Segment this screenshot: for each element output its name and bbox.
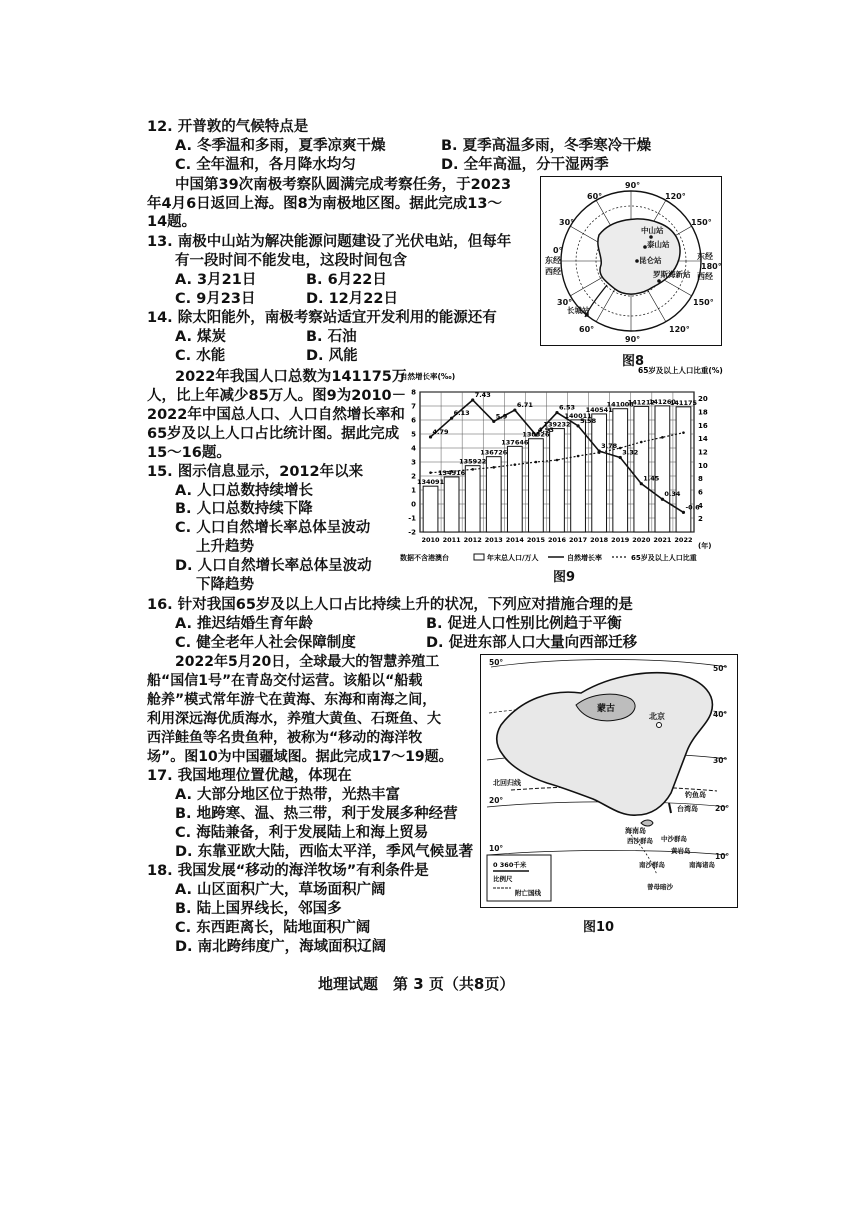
fig9-population-bar — [655, 406, 670, 532]
place-great-wall: 长城站 — [567, 306, 590, 315]
place-xisha: 西沙群岛 — [627, 837, 653, 845]
fig9-left-tick: 3 — [411, 458, 416, 467]
lon-label: 120° — [665, 192, 686, 201]
fig10-scale: 0 360千米 — [493, 861, 527, 869]
fig9-elderly-point — [640, 441, 643, 444]
fig9-elderly-point — [661, 436, 664, 439]
fig10-legend-label: 附亡国线 — [515, 889, 541, 897]
place-zengmu: 曾母暗沙 — [647, 883, 673, 891]
q12-stem: 12. 开普敦的气候特点是 — [147, 119, 309, 135]
fig9-elderly-point — [619, 447, 622, 450]
fig9-legend-growth: 自然增长率 — [567, 554, 602, 562]
q17-option-d: D. 东靠亚欧大陆，西临太平洋，季风气候显著 — [175, 844, 474, 860]
place-taishan: 泰山站 — [647, 240, 670, 249]
lon-label: 90° — [625, 335, 641, 344]
q15-option-d-cont: 下降趋势 — [196, 577, 254, 593]
q17-option-c: C. 海陆兼备，利于发展陆上和海上贸易 — [175, 825, 429, 841]
fig9-growth-label: 6.53 — [559, 403, 576, 412]
intro17-line3: 舱养”模式常年游弋在黄海、东海和南海之间， — [147, 692, 437, 708]
fig9-population-label: 135922 — [459, 457, 487, 466]
lat-label: 10° — [715, 852, 730, 861]
place-south-sea-islands: 南海诸岛 — [689, 861, 715, 869]
fig9-population-label: 140541 — [585, 405, 613, 414]
page-footer: 地理试题 第 3 页（共8页） — [318, 975, 515, 993]
lat-label: 50° — [713, 664, 728, 673]
q12-option-b: B. 夏季高温多雨，冬季寒冷干燥 — [441, 138, 652, 154]
lon-label: 0° — [553, 246, 563, 255]
fig9-left-axis-title: 自然增长率(‰) — [400, 372, 456, 381]
fig9-x-tick: 2012 — [463, 536, 482, 544]
fig9-elderly-point — [598, 451, 601, 454]
q13-stem-line1: 13. 南极中山站为解决能源问题建设了光伏电站，但每年 — [147, 234, 512, 250]
fig9-x-tick: 2016 — [547, 536, 567, 544]
place-ross-sea: 罗斯海新站 — [653, 270, 691, 279]
q16-option-d: D. 促进东部人口大量向西部迁移 — [426, 635, 638, 651]
fig9-x-unit: (年) — [698, 542, 712, 550]
fig9-x-tick: 2013 — [484, 536, 503, 544]
fig9-population-label: 137646 — [501, 438, 529, 447]
place-nansha: 南沙群岛 — [639, 861, 665, 869]
fig9-elderly-point — [492, 466, 495, 469]
fig9-elderly-point — [514, 463, 517, 466]
fig9-growth-label: 5.58 — [580, 416, 597, 425]
fig9-left-tick: 7 — [411, 402, 416, 411]
fig9-elderly-point — [471, 468, 474, 471]
fig9-population-label: 134091 — [416, 478, 445, 487]
place-taiwan: 台湾岛 — [677, 805, 698, 813]
fig9-right-axis-title: 65岁及以上人口比重(%) — [638, 366, 723, 375]
fig9-legend-note: 数据不含港澳台 — [400, 554, 449, 562]
fig9-population-chart — [398, 366, 724, 576]
q14-option-b: B. 石油 — [306, 329, 357, 345]
fig9-left-tick: -2 — [408, 528, 416, 537]
fig9-caption: 图9 — [553, 570, 576, 585]
fig9-left-tick: 5 — [411, 430, 416, 439]
lon-label: 90° — [625, 181, 641, 190]
fig9-left-tick: 0 — [411, 500, 416, 509]
fig9-x-tick: 2015 — [526, 536, 545, 544]
fig9-growth-label: 6.71 — [516, 401, 533, 410]
fig9-population-bar — [444, 477, 459, 532]
q16-stem: 16. 针对我国65岁及以上人口占比持续上升的状况，下列应对措施合理的是 — [147, 597, 633, 613]
q15-option-a: A. 人口总数持续增长 — [175, 483, 314, 499]
fig9-population-bar — [550, 429, 565, 532]
fig9-population-label: 138326 — [522, 430, 550, 439]
place-zhongshan: 中山站 — [641, 226, 664, 235]
q18-option-a: A. 山区面积广大，草场面积广阔 — [175, 882, 386, 898]
q16-option-b: B. 促进人口性别比例趋于平衡 — [426, 616, 622, 632]
fig9-x-tick: 2018 — [590, 536, 609, 544]
intro15-line1: 2022年我国人口总数为141175万 — [175, 369, 407, 385]
q16-option-c: C. 健全老年人社会保障制度 — [175, 635, 356, 651]
q12-option-a: A. 冬季温和多雨，夏季凉爽干燥 — [175, 138, 386, 154]
fig9-x-tick: 2017 — [569, 536, 588, 544]
fig9-population-bar — [507, 446, 522, 532]
fig8-caption: 图8 — [622, 354, 645, 369]
fig9-elderly-point — [577, 455, 580, 458]
fig9-x-tick: 2014 — [505, 536, 524, 544]
fig9-growth-label: 0.34 — [664, 490, 681, 499]
fig9-left-tick: 6 — [411, 416, 416, 425]
intro13-line3: 14题。 — [147, 214, 197, 230]
fig9-growth-label: 6.13 — [453, 409, 470, 418]
place-diaoyu: 钓鱼岛 — [685, 791, 706, 799]
fig9-x-tick: 2020 — [632, 536, 651, 544]
lat-label: 50° — [489, 658, 504, 667]
q12-option-c: C. 全年温和，各月降水均匀 — [175, 157, 356, 173]
fig9-x-tick: 2022 — [674, 536, 693, 544]
fig9-growth-label: -0.6 — [685, 503, 700, 512]
fig9-right-tick: 4 — [698, 501, 703, 510]
intro15-line3: 2022年中国总人口、人口自然增长率和 — [147, 407, 405, 423]
fig9-population-bar — [465, 466, 480, 532]
fig10-legend-box — [487, 855, 551, 901]
q15-option-c: C. 人口自然增长率总体呈波动 — [175, 520, 371, 536]
place-zhongsha: 中沙群岛 — [661, 835, 687, 843]
fig9-population-label: 134916 — [438, 468, 466, 477]
lat-label: 20° — [715, 804, 730, 813]
fig9-population-label: 141008 — [606, 400, 634, 409]
fig9-left-tick: 2 — [411, 472, 416, 481]
fig9-x-tick: 2010 — [421, 536, 440, 544]
intro13-line1: 中国第39次南极考察队圆满完成考察任务，于2023 — [175, 177, 512, 193]
fig9-x-tick: 2011 — [442, 536, 461, 544]
fig9-right-tick: 2 — [698, 515, 703, 524]
tropic-of-cancer: 北回归线 — [493, 779, 521, 787]
fig9-right-tick: 20 — [698, 395, 708, 404]
intro17-line1: 2022年5月20日，全球最大的智慧养殖工 — [175, 654, 440, 670]
fig9-population-bar — [529, 439, 544, 532]
fig9-growth-label: 7.43 — [474, 390, 491, 399]
fig9-population-label: 141212 — [627, 398, 655, 407]
place-huangyan: 黄岩岛 — [671, 847, 691, 855]
q13-option-d: D. 12月22日 — [306, 291, 398, 307]
q17-option-b: B. 地跨寒、温、热三带，利于发展多种经营 — [175, 806, 458, 822]
lat-label: 30° — [713, 756, 728, 765]
q17-stem: 17. 我国地理位置优越，体现在 — [147, 768, 352, 784]
side-label-west-left: 西经 — [545, 267, 561, 276]
lon-label: 120° — [669, 325, 690, 334]
fig9-growth-label: 4.79 — [432, 427, 449, 436]
q14-option-c: C. 水能 — [175, 348, 226, 364]
fig9-elderly-point — [535, 461, 538, 464]
fig9-population-bar — [423, 486, 438, 532]
q17-option-a: A. 大部分地区位于热带，光热丰富 — [175, 787, 401, 803]
lon-label: 180° — [701, 262, 721, 271]
q13-option-c: C. 9月23日 — [175, 291, 256, 307]
fig9-growth-label: 3.32 — [622, 448, 639, 457]
q18-stem: 18. 我国发展“移动的海洋牧场”有利条件是 — [147, 863, 429, 879]
intro17-line2: 船“国信1号”在青岛交付运营。该船以“船载 — [147, 673, 423, 689]
fig9-growth-label: 4.93 — [537, 425, 554, 434]
q14-stem: 14. 除太阳能外，南极考察站适宜开发利用的能源还有 — [147, 310, 497, 326]
fig9-right-tick: 12 — [698, 448, 708, 457]
q13-stem-line2: 有一段时间不能发电，这段时间包含 — [175, 253, 407, 269]
fig9-right-tick: 8 — [698, 475, 703, 484]
q15-option-b: B. 人口总数持续下降 — [175, 501, 313, 517]
fig9-x-tick: 2019 — [611, 536, 630, 544]
q18-option-c: C. 东西距离长，陆地面积广阔 — [175, 920, 371, 936]
fig9-right-tick: 18 — [698, 408, 708, 417]
fig9-elderly-point — [682, 431, 685, 434]
q13-option-b: B. 6月22日 — [306, 272, 387, 288]
fig9-population-label: 141260 — [648, 397, 676, 406]
fig8-antarctic-map — [540, 176, 722, 346]
fig10-scale-label: 比例尺 — [493, 875, 513, 883]
q14-option-d: D. 风能 — [306, 348, 358, 364]
q15-option-d: D. 人口自然增长率总体呈波动 — [175, 558, 372, 574]
fig9-legend-bar-swatch — [474, 554, 484, 560]
lat-label: 10° — [489, 844, 504, 853]
intro15-line4: 65岁及以上人口占比统计图。据此完成 — [147, 426, 400, 442]
fig9-population-bar — [634, 406, 649, 532]
fig9-growth-label: 5.9 — [495, 412, 508, 421]
fig9-elderly-point — [556, 459, 559, 462]
lat-label: 40° — [713, 710, 728, 719]
fig9-left-tick: -1 — [408, 514, 416, 523]
fig9-x-tick: 2021 — [653, 536, 672, 544]
place-beijing: 北京 — [649, 712, 665, 721]
intro17-line6: 场”。图10为中国疆域图。据此完成17～19题。 — [147, 749, 453, 765]
lon-label: 60° — [587, 192, 603, 201]
fig9-population-label: 140011 — [564, 411, 592, 420]
place-mongolia: 蒙古 — [597, 704, 616, 714]
fig9-right-tick: 10 — [698, 461, 708, 470]
fig10-caption: 图10 — [583, 920, 615, 935]
fig9-legend-population: 年末总人口/万人 — [487, 554, 539, 562]
q14-option-a: A. 煤炭 — [175, 329, 227, 345]
fig9-right-tick: 16 — [698, 421, 708, 430]
fig10-china-map — [480, 654, 738, 908]
q15-option-c-cont: 上升趋势 — [196, 539, 254, 555]
lon-label: 150° — [691, 218, 712, 227]
side-label-west-right: 西经 — [697, 272, 713, 281]
intro15-line5: 15～16题。 — [147, 445, 231, 461]
q12-option-d: D. 全年高温，分干湿两季 — [441, 157, 609, 173]
fig9-population-bar — [613, 409, 628, 532]
fig9-left-tick: 4 — [411, 444, 416, 453]
lat-label: 20° — [489, 796, 504, 805]
fig9-population-bar — [571, 420, 586, 532]
fig9-left-tick: 1 — [411, 486, 416, 495]
lon-label: 150° — [693, 298, 714, 307]
fig9-population-label: 136726 — [480, 448, 508, 457]
q15-stem: 15. 图示信息显示，2012年以来 — [147, 464, 364, 480]
fig9-elderly-point — [429, 471, 432, 474]
lon-label: 30° — [557, 298, 573, 307]
fig9-legend-elderly: 65岁及以上人口比重 — [631, 554, 697, 562]
intro13-line2: 年4月6日返回上海。图8为南极地区图。据此完成13～ — [147, 196, 502, 212]
fig9-right-tick: 6 — [698, 488, 703, 497]
intro17-line5: 西洋鲑鱼等名贵鱼种，被称为“移动的海洋牧 — [147, 730, 423, 746]
q18-option-d: D. 南北跨纬度广，海域面积辽阔 — [175, 939, 387, 955]
place-kunlun: 昆仑站 — [639, 256, 662, 265]
fig9-left-tick: 8 — [411, 388, 416, 397]
side-label-east-right: 东经 — [697, 252, 713, 261]
q18-option-b: B. 陆上国界线长，邻国多 — [175, 901, 342, 917]
place-hainan: 海南岛 — [625, 827, 646, 835]
q13-option-a: A. 3月21日 — [175, 272, 257, 288]
fig9-population-label: 141175 — [669, 398, 698, 407]
intro15-line2: 人，比上年减少85万人。图9为2010－ — [147, 388, 407, 404]
lon-label: 60° — [579, 325, 595, 334]
q16-option-a: A. 推迟结婚生育年龄 — [175, 616, 314, 632]
side-label-east-left: 东经 — [545, 256, 561, 265]
fig9-growth-label: 1.45 — [643, 474, 660, 483]
fig9-right-tick: 14 — [698, 435, 708, 444]
fig9-population-label: 139232 — [543, 420, 571, 429]
fig9-population-bar — [592, 414, 607, 532]
lon-label: 30° — [559, 218, 575, 227]
intro17-line4: 利用深远海优质海水，养殖大黄鱼、石斑鱼、大 — [147, 711, 441, 727]
fig9-growth-label: 3.78 — [601, 442, 618, 451]
